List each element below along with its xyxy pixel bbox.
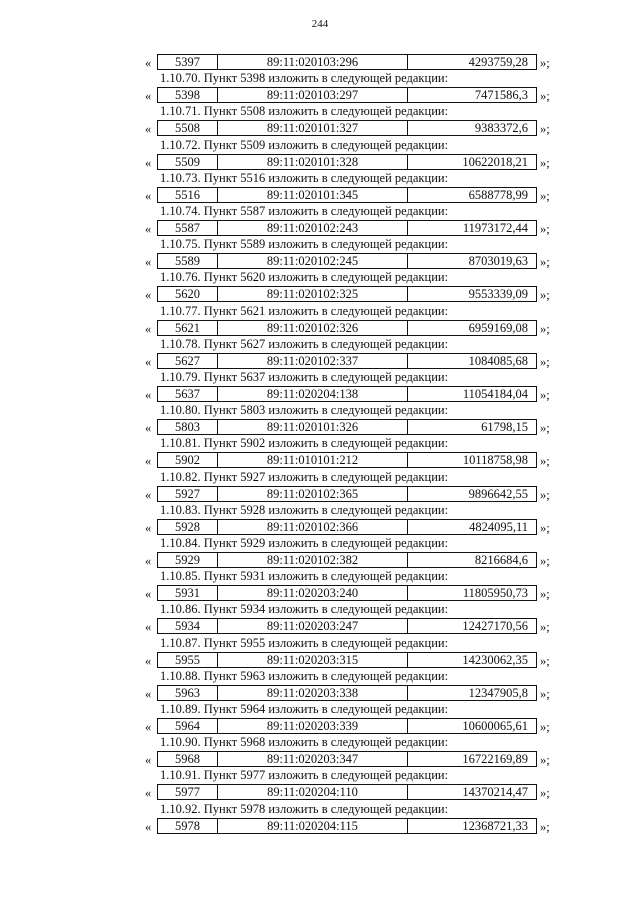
row-table: [157, 718, 537, 734]
amendment-heading: 1.10.74. Пункт 5587 изложить в следующей редакции:: [160, 204, 449, 218]
cadastral-value: 14370214,47: [462, 785, 528, 800]
cadastral-value: 16722169,89: [462, 752, 528, 767]
row-table: [157, 120, 537, 136]
cadastral-number: 89:11:020102:366: [218, 520, 408, 534]
cadastral-number: 89:11:020101:326: [218, 420, 408, 434]
cadastral-value: 11805950,73: [462, 586, 528, 601]
item-number: 5627: [158, 354, 218, 368]
table-row: [0, 286, 640, 304]
closing-quote: »;: [540, 388, 550, 402]
opening-quote: «: [145, 686, 152, 701]
row-table: [157, 54, 537, 70]
item-number: 5934: [158, 619, 218, 633]
opening-quote: «: [145, 122, 152, 137]
table-row: [0, 718, 640, 736]
opening-quote: «: [145, 388, 152, 402]
cadastral-number: 89:11:020102:326: [218, 321, 408, 335]
closing-quote: »;: [540, 554, 550, 568]
item-number: 5587: [158, 221, 218, 235]
closing-quote: »;: [540, 819, 550, 834]
opening-quote: «: [145, 819, 152, 834]
closing-quote: »;: [540, 653, 550, 668]
cadastral-value: 12368721,33: [462, 818, 528, 833]
table-row: [0, 519, 640, 537]
cadastral-value: 4824095,11: [469, 519, 528, 534]
closing-quote: »;: [540, 753, 550, 768]
opening-quote: «: [145, 188, 152, 203]
cadastral-value: 10622018,21: [462, 154, 528, 169]
cadastral-value: 8703019,63: [468, 254, 528, 269]
amendment-heading: 1.10.89. Пункт 5964 изложить в следующей редакции:: [160, 702, 449, 716]
row-table: [157, 784, 537, 800]
table-row: [0, 652, 640, 670]
amendment-heading: 1.10.72. Пункт 5509 изложить в следующей редакции:: [160, 137, 449, 152]
page-number: 244: [311, 18, 329, 30]
amendment-heading: 1.10.70. Пункт 5398 изложить в следующей редакции:: [160, 71, 449, 86]
row-table: [157, 685, 537, 701]
table-row: [0, 486, 640, 504]
item-number: 5509: [158, 155, 218, 169]
row-table: [157, 419, 537, 435]
closing-quote: »;: [540, 587, 550, 602]
amendment-heading: 1.10.75. Пункт 5589 изложить в следующей редакции:: [160, 237, 449, 252]
table-row: [0, 452, 640, 470]
cadastral-number: 89:11:020103:297: [218, 88, 408, 102]
cadastral-value: 9553339,09: [468, 287, 528, 302]
amendment-heading: 1.10.76. Пункт 5620 изложить в следующей редакции:: [160, 270, 449, 285]
amendment-heading: 1.10.90. Пункт 5968 изложить в следующей редакции:: [160, 735, 449, 750]
closing-quote: »;: [540, 520, 550, 535]
cadastral-number: 89:11:020103:296: [218, 55, 408, 69]
cadastral-number: 89:11:020102:382: [218, 553, 408, 567]
table-row: [0, 419, 640, 437]
item-number: 5508: [158, 121, 218, 135]
cadastral-value: 6588778,99: [468, 187, 528, 202]
cadastral-number: 89:11:020204:110: [218, 785, 408, 799]
opening-quote: «: [145, 421, 152, 436]
table-row: [0, 618, 640, 636]
cadastral-number: 89:11:020204:138: [218, 387, 408, 401]
opening-quote: «: [145, 653, 152, 668]
cadastral-value: 10118758,98: [462, 453, 528, 468]
opening-quote: «: [145, 222, 152, 236]
item-number: 5929: [158, 553, 218, 567]
closing-quote: »;: [540, 155, 550, 170]
cadastral-number: 89:11:020102:365: [218, 487, 408, 501]
row-table: [157, 618, 537, 634]
row-table: [157, 818, 537, 834]
table-row: [0, 386, 640, 404]
closing-quote: »;: [540, 56, 550, 70]
opening-quote: «: [145, 288, 152, 303]
cadastral-number: 89:11:020203:339: [218, 719, 408, 733]
table-row: [0, 751, 640, 769]
table-row: [0, 54, 640, 72]
amendment-heading: 1.10.88. Пункт 5963 изложить в следующей редакции:: [160, 668, 449, 683]
row-table: [157, 552, 537, 568]
opening-quote: «: [145, 720, 152, 734]
amendment-heading: 1.10.77. Пункт 5621 изложить в следующей редакции:: [160, 303, 449, 318]
table-row: [0, 253, 640, 271]
item-number: 5978: [158, 819, 218, 833]
cadastral-value: 4293759,28: [468, 55, 528, 69]
closing-quote: »;: [540, 222, 550, 236]
closing-quote: »;: [540, 89, 550, 104]
row-table: [157, 220, 537, 236]
amendment-heading: 1.10.87. Пункт 5955 изложить в следующей редакции:: [160, 635, 449, 650]
cadastral-value: 9896642,55: [468, 486, 528, 501]
item-number: 5637: [158, 387, 218, 401]
item-number: 5928: [158, 520, 218, 534]
amendment-heading: 1.10.91. Пункт 5977 изложить в следующей редакции:: [160, 768, 449, 783]
opening-quote: «: [145, 255, 152, 270]
item-number: 5964: [158, 719, 218, 733]
item-number: 5516: [158, 188, 218, 202]
opening-quote: «: [145, 520, 152, 535]
table-row: [0, 818, 640, 836]
closing-quote: »;: [540, 786, 550, 801]
cadastral-number: 89:11:020203:347: [218, 752, 408, 766]
amendment-heading: 1.10.84. Пункт 5929 изложить в следующей редакции:: [160, 536, 449, 550]
closing-quote: »;: [540, 686, 550, 701]
cadastral-number: 89:11:020101:328: [218, 155, 408, 169]
closing-quote: »;: [540, 188, 550, 203]
item-number: 5620: [158, 287, 218, 301]
item-number: 5968: [158, 752, 218, 766]
table-row: [0, 585, 640, 603]
opening-quote: «: [145, 587, 152, 602]
cadastral-number: 89:11:020203:247: [218, 619, 408, 633]
cadastral-number: 89:11:020203:240: [218, 586, 408, 600]
row-table: [157, 519, 537, 535]
row-table: [157, 253, 537, 269]
closing-quote: »;: [540, 354, 550, 369]
cadastral-value: 1084085,68: [468, 353, 528, 368]
closing-quote: »;: [540, 454, 550, 469]
item-number: 5621: [158, 321, 218, 335]
opening-quote: «: [145, 487, 152, 502]
cadastral-value: 7471586,3: [474, 88, 528, 103]
cadastral-number: 89:11:020102:337: [218, 354, 408, 368]
cadastral-value: 11054184,04: [462, 387, 528, 401]
amendment-heading: 1.10.82. Пункт 5927 изложить в следующей редакции:: [160, 469, 449, 484]
item-number: 5931: [158, 586, 218, 600]
table-row: [0, 187, 640, 205]
row-table: [157, 652, 537, 668]
item-number: 5963: [158, 686, 218, 700]
row-table: [157, 286, 537, 302]
cadastral-value: 61798,15: [481, 420, 528, 435]
opening-quote: «: [145, 554, 152, 568]
row-table: [157, 154, 537, 170]
item-number: 5902: [158, 453, 218, 467]
cadastral-number: 89:11:010101:212: [218, 453, 408, 467]
amendment-heading: 1.10.85. Пункт 5931 изложить в следующей редакции:: [160, 569, 449, 584]
item-number: 5977: [158, 785, 218, 799]
closing-quote: »;: [540, 321, 550, 336]
table-row: [0, 220, 640, 238]
cadastral-value: 11973172,44: [462, 221, 528, 235]
opening-quote: «: [145, 753, 152, 768]
item-number: 5955: [158, 653, 218, 667]
item-number: 5589: [158, 254, 218, 268]
row-table: [157, 585, 537, 601]
cadastral-number: 89:11:020102:325: [218, 287, 408, 301]
closing-quote: »;: [540, 620, 550, 635]
opening-quote: «: [145, 56, 152, 70]
row-table: [157, 386, 537, 402]
cadastral-number: 89:11:020204:115: [218, 819, 408, 833]
table-row: [0, 552, 640, 570]
amendment-heading: 1.10.79. Пункт 5637 изложить в следующей редакции:: [160, 370, 449, 384]
cadastral-number: 89:11:020101:327: [218, 121, 408, 135]
opening-quote: «: [145, 786, 152, 801]
row-table: [157, 751, 537, 767]
closing-quote: »;: [540, 288, 550, 303]
table-row: [0, 784, 640, 802]
item-number: 5397: [158, 55, 218, 69]
cadastral-value: 8216684,6: [474, 553, 528, 567]
amendment-heading: 1.10.83. Пункт 5928 изложить в следующей редакции:: [160, 502, 449, 517]
cadastral-number: 89:11:020203:338: [218, 686, 408, 700]
cadastral-number: 89:11:020101:345: [218, 188, 408, 202]
opening-quote: «: [145, 89, 152, 104]
cadastral-number: 89:11:020102:243: [218, 221, 408, 235]
closing-quote: »;: [540, 255, 550, 270]
table-row: [0, 120, 640, 138]
table-row: [0, 87, 640, 105]
item-number: 5398: [158, 88, 218, 102]
closing-quote: »;: [540, 487, 550, 502]
opening-quote: «: [145, 354, 152, 369]
cadastral-value: 12427170,56: [462, 619, 528, 634]
cadastral-number: 89:11:020203:315: [218, 653, 408, 667]
amendment-heading: 1.10.78. Пункт 5627 изложить в следующей редакции:: [160, 336, 449, 351]
row-table: [157, 87, 537, 103]
closing-quote: »;: [540, 421, 550, 436]
table-row: [0, 320, 640, 338]
item-number: 5927: [158, 487, 218, 501]
closing-quote: »;: [540, 122, 550, 137]
cadastral-value: 14230062,35: [462, 652, 528, 667]
table-row: [0, 154, 640, 172]
amendment-heading: 1.10.92. Пункт 5978 изложить в следующей редакции:: [160, 801, 449, 816]
row-table: [157, 187, 537, 203]
item-number: 5803: [158, 420, 218, 434]
table-row: [0, 353, 640, 371]
opening-quote: «: [145, 155, 152, 170]
amendment-heading: 1.10.81. Пункт 5902 изложить в следующей редакции:: [160, 436, 449, 451]
cadastral-value: 9383372,6: [474, 121, 528, 136]
row-table: [157, 353, 537, 369]
row-table: [157, 452, 537, 468]
amendment-heading: 1.10.73. Пункт 5516 изложить в следующей редакции:: [160, 170, 449, 185]
cadastral-value: 10600065,61: [462, 719, 528, 733]
cadastral-value: 6959169,08: [468, 320, 528, 335]
table-row: [0, 685, 640, 703]
amendment-heading: 1.10.80. Пункт 5803 изложить в следующей редакции:: [160, 403, 449, 418]
row-table: [157, 486, 537, 502]
amendment-heading: 1.10.86. Пункт 5934 изложить в следующей редакции:: [160, 602, 449, 617]
opening-quote: «: [145, 454, 152, 469]
closing-quote: »;: [540, 720, 550, 734]
opening-quote: «: [145, 321, 152, 336]
cadastral-number: 89:11:020102:245: [218, 254, 408, 268]
cadastral-value: 12347905,8: [468, 685, 528, 700]
row-table: [157, 320, 537, 336]
amendment-heading: 1.10.71. Пункт 5508 изложить в следующей редакции:: [160, 104, 449, 119]
opening-quote: «: [145, 620, 152, 635]
